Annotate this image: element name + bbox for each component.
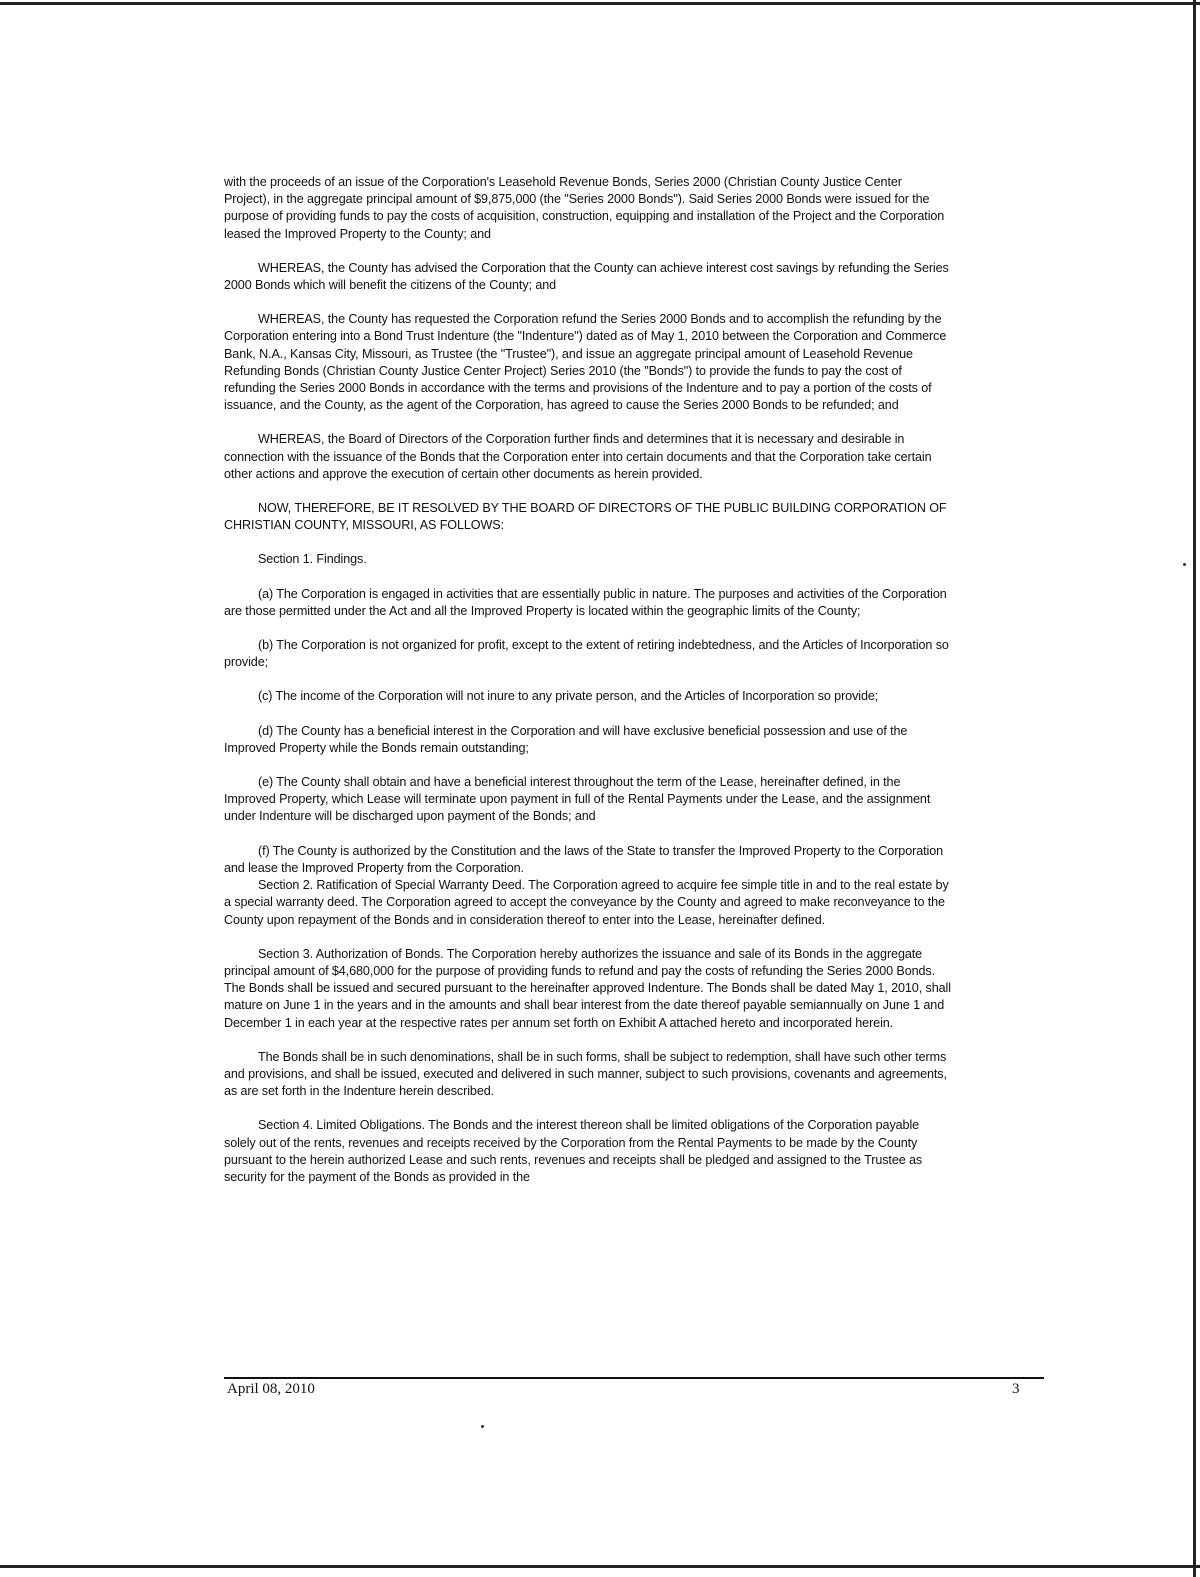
finding-a: (a) The Corporation is engaged in activities that are essentially public in nature. The purposes and activities of the Corporation are those permitted under the Act and all the Improved Property is located within the geographic limits of the County; — [224, 586, 947, 618]
paragraph-whereas-savings: WHEREAS, the County has advised the Corporation that the County can achieve interest cost savings by refunding the Series 2000 Bonds which will benefit the citizens of the County; and — [224, 260, 949, 293]
page-number: 3 — [1012, 1381, 1020, 1397]
scan-border-bottom — [0, 1565, 1200, 1568]
finding-b: (b) The Corporation is not organized for profit, except to the extent of retiring indebtedness, and the Articles of Incorporation so provide; — [224, 638, 949, 670]
section-1-heading: Section 1. Findings. — [258, 552, 367, 567]
scan-speck — [1183, 563, 1186, 566]
section-2-paragraph: Section 2. Ratification of Special Warranty Deed. The Corporation agreed to acquire fee simple title in and to the real estate by a special warranty deed. The Corporation agreed to accept the conveyance by the County and agreed to make reconveyance to the County upon repayment of the Bonds and in consideration thereof to enter into the Lease, hereinafter defined. — [224, 878, 949, 927]
section-3-paragraph: Section 3. Authorization of Bonds. The Corporation hereby authorizes the issuance and sale of its Bonds in the aggregate principal amount of $4,680,000 for the purpose of providing funds to refund and pay the costs of refunding the Series 2000 Bonds. The Bonds shall be issued and secured pursuant to the hereinafter approved Indenture. The Bonds shall be dated May 1, 2010, shall mature on June 1 in the years and in the amounts and shall bear interest from the date thereof payable semiannually on June 1 and December 1 in each year at the respective rates per annum set forth on Exhibit A attached hereto and incorporated herein. — [224, 946, 951, 1030]
document-body — [224, 174, 951, 1186]
section-4-paragraph: Section 4. Limited Obligations. The Bonds and the interest thereon shall be limited obligations of the Corporation payable solely out of the rents, revenues and receipts received by the Corporation from the Rental Payments to be made by the County pursuant to the herein authorized Lease and such rents, revenues and receipts shall be pledged and assigned to the Trustee as security for the payment of the Bonds as provided in the — [224, 1118, 923, 1184]
paragraph-whereas-refund: WHEREAS, the County has requested the Corporation refund the Series 2000 Bonds and to accomplish the refunding by the Corporation entering into a Bond Trust Indenture (the "Indenture") dated as of May 1, 2010 between the Corporation and Commerce Bank, N.A., Kansas City, Missouri, as Trustee (the "Trustee"), and issue an aggregate principal amount of Leasehold Revenue Refunding Bonds (Christian County Justice Center Project) Series 2010 (the "Bonds") to provide the funds to pay the cost of refunding the Series 2000 Bonds in accordance with the terms and provisions of the Indenture and to pay a portion of the costs of issuance, and the County, as the agent of the Corporation, has agreed to cause the Series 2000 Bonds to be refunded; and — [224, 312, 947, 413]
paragraph-resolved: NOW, THEREFORE, BE IT RESOLVED BY THE BOARD OF DIRECTORS OF THE PUBLIC BUILDING CORPORATION OF CHRISTIAN COUNTY, MISSOURI, AS FOLLOWS: — [224, 501, 947, 533]
footer-rule — [224, 1377, 1044, 1379]
scan-speck — [481, 1425, 484, 1428]
finding-d: (d) The County has a beneficial interest in the Corporation and will have exclusive beneficial possession and use of the Improved Property while the Bonds remain outstanding; — [224, 723, 908, 755]
scan-border-top — [0, 2, 1200, 5]
bonds-terms-paragraph: The Bonds shall be in such denominations, shall be in such forms, shall be subject to redemption, shall have such other terms and provisions, and shall be issued, executed and delivered in such manner, subject to such provisions, covenants and agreements, as are set forth in the Indenture herein described. — [224, 1049, 947, 1099]
paragraph-continuation: with the proceeds of an issue of the Corporation's Leasehold Revenue Bonds, Series 2000 (Christian County Justice Center Project), in the aggregate principal amount of $9,875,000 (the "Series 2000 Bonds"). Said Series 2000 Bonds were issued for the purpose of providing funds to pay the costs of acquisition, construction, equipping and installation of the Project and the Corporation leased the Improved Property to the County; and — [224, 175, 945, 241]
scan-border-right — [1193, 0, 1196, 1577]
footer-date: April 08, 2010 — [227, 1381, 315, 1397]
finding-f: (f) The County is authorized by the Constitution and the laws of the State to transfer the Improved Property to the Corporation and lease the Improved Property from the Corporation. — [224, 843, 943, 875]
finding-c: (c) The income of the Corporation will not inure to any private person, and the Articles of Incorporation so provide; — [258, 689, 879, 704]
finding-e: (e) The County shall obtain and have a beneficial interest throughout the term of the Lease, hereinafter defined, in the Improved Property, which Lease will terminate upon payment in full of the Rental Payments under the Lease, and the assignment under Indenture will be discharged upon payment of the Bonds; and — [224, 775, 931, 824]
paragraph-whereas-board: WHEREAS, the Board of Directors of the Corporation further finds and determines that it is necessary and desirable in connection with the issuance of the Bonds that the Corporation enter into certain documents and that the Corporation take certain other actions and approve the execution of certain other documents as herein provided. — [224, 432, 932, 481]
